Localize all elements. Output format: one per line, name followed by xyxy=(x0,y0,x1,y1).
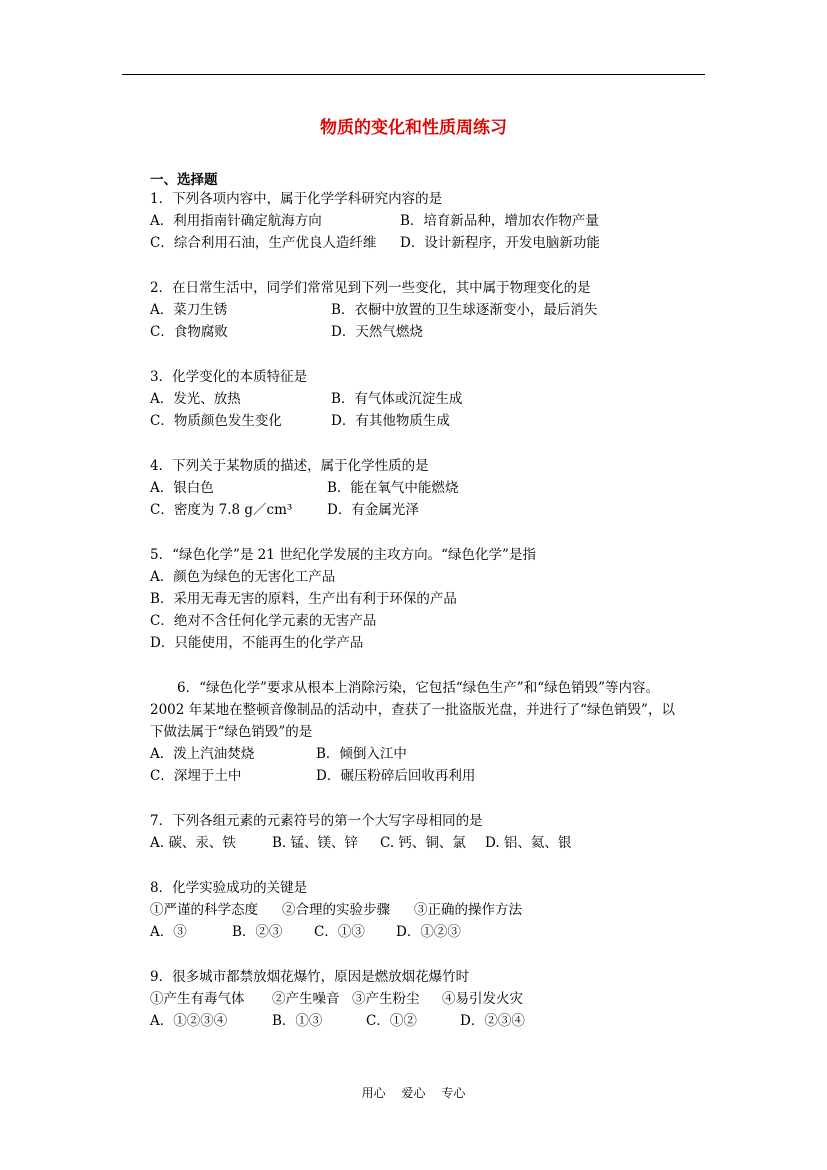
option-b: B．②③ xyxy=(232,924,283,940)
question-2 xyxy=(150,277,597,343)
header-rule xyxy=(122,74,705,75)
question-stem: 1．下列各项内容中，属于化学学科研究内容的是 xyxy=(150,191,443,207)
statement-row xyxy=(150,899,522,921)
question-8 xyxy=(150,877,522,943)
statement-3: ③产生粉尘 xyxy=(352,991,420,1007)
option-c: C．食物腐败 xyxy=(150,324,228,340)
footer-text-2: 爱心 xyxy=(401,1086,426,1100)
option-a: A．利用指南针确定航海方向 xyxy=(150,213,322,229)
footer-text-1: 用心 xyxy=(361,1086,386,1100)
option-d: D. 铝、氦、银 xyxy=(485,835,572,851)
option-b: B．衣橱中放置的卫生球逐渐变小，最后消失 xyxy=(331,302,598,318)
option-b: B．培育新品种，增加农作物产量 xyxy=(400,213,599,229)
option-a: A．泼上汽油焚烧 xyxy=(150,746,255,762)
question-stem: 4．下列关于某物质的描述，属于化学性质的是 xyxy=(150,458,429,474)
question-stem: 2．在日常生活中，同学们常常见到下列一些变化，其中属于物理变化的是 xyxy=(150,280,591,296)
option-a: A. 碳、汞、铁 xyxy=(150,835,236,851)
question-6 xyxy=(150,677,680,787)
option-row xyxy=(150,765,680,787)
option-row xyxy=(150,499,458,521)
option-a: A．③ xyxy=(150,924,187,940)
option-d: D．碾压粉碎后回收再利用 xyxy=(316,768,476,784)
option-d: D．天然气燃烧 xyxy=(331,324,423,340)
page-footer xyxy=(0,1084,827,1101)
option-a: A．银白色 xyxy=(150,480,214,496)
option-b: B．能在氧气中能燃烧 xyxy=(327,480,459,496)
statement-1: ①严谨的科学态度 xyxy=(150,902,258,918)
footer-text-3: 专心 xyxy=(441,1086,466,1100)
option-a: A．菜刀生锈 xyxy=(150,302,228,318)
option-c: C．深埋于土中 xyxy=(150,768,242,784)
option-row xyxy=(150,299,597,321)
option-row xyxy=(150,1010,525,1032)
option-row xyxy=(150,743,680,765)
option-d: D．只能使用，不能再生的化学产品 xyxy=(150,635,364,651)
statement-3: ③正确的操作方法 xyxy=(414,902,522,918)
option-c: C. 钙、铜、氯 xyxy=(380,835,466,851)
question-stem: 6．“绿色化学”要求从根本上消除污染，它包括“绿色生产”和“绿色销毁”等内容。2002 年某地在整顿音像制品的活动中，查获了一批盗版光盘，并进行了“绿色销毁”，以下做法属于“绿色销毁”的是 xyxy=(150,680,675,740)
option-c: C．综合利用石油，生产优良人造纤维 xyxy=(150,235,377,251)
option-row xyxy=(150,388,462,410)
question-stem: 5．“绿色化学”是 21 世纪化学发展的主攻方向。“绿色化学”是指 xyxy=(150,547,536,563)
statement-2: ②合理的实验步骤 xyxy=(282,902,390,918)
question-stem: 9．很多城市都禁放烟花爆竹，原因是燃放烟花爆竹时 xyxy=(150,969,470,985)
statement-4: ④易引发火灾 xyxy=(442,991,523,1007)
option-row xyxy=(150,832,571,854)
statement-2: ②产生噪音 xyxy=(272,991,340,1007)
option-a: A．发光、放热 xyxy=(150,391,241,407)
section-heading: 一、选择题 xyxy=(150,172,218,188)
option-c: C．①③ xyxy=(314,924,365,940)
option-row xyxy=(150,232,600,254)
option-d: D．设计新程序，开发电脑新功能 xyxy=(400,235,600,251)
statement-row xyxy=(150,988,525,1010)
question-3 xyxy=(150,366,462,432)
option-d: D．①②③ xyxy=(396,924,461,940)
option-row xyxy=(150,321,597,343)
option-a: A．颜色为绿色的无害化工产品 xyxy=(150,569,336,585)
question-1 xyxy=(150,188,600,254)
option-c: C．绝对不含任何化学元素的无害产品 xyxy=(150,613,377,629)
option-c: C．物质颜色发生变化 xyxy=(150,413,282,429)
option-b: B．①③ xyxy=(272,1013,323,1029)
page-title: 物质的变化和性质周练习 xyxy=(320,118,507,138)
question-stem: 3．化学变化的本质特征是 xyxy=(150,369,308,385)
option-b: B．采用无毒无害的原料，生产出有利于环保的产品 xyxy=(150,591,457,607)
statement-1: ①产生有毒气体 xyxy=(150,991,245,1007)
option-a: A．①②③④ xyxy=(150,1013,228,1029)
question-4 xyxy=(150,455,458,521)
option-row xyxy=(150,210,600,232)
option-d: D．有其他物质生成 xyxy=(331,413,450,429)
option-row xyxy=(150,410,462,432)
question-stem: 8．化学实验成功的关键是 xyxy=(150,880,308,896)
option-c: C．密度为 7.8 g／cm³ xyxy=(150,502,293,518)
option-b: B. 锰、镁、锌 xyxy=(272,835,359,851)
option-b: B．有气体或沉淀生成 xyxy=(331,391,463,407)
question-stem: 7．下列各组元素的元素符号的第一个大写字母相同的是 xyxy=(150,813,483,829)
option-c: C．①② xyxy=(366,1013,417,1029)
option-d: D．②③④ xyxy=(460,1013,525,1029)
option-row xyxy=(150,477,458,499)
option-b: B．倾倒入江中 xyxy=(316,746,407,762)
question-9 xyxy=(150,966,525,1032)
option-row xyxy=(150,921,522,943)
question-5 xyxy=(150,544,536,654)
option-d: D．有金属光泽 xyxy=(327,502,419,518)
question-7 xyxy=(150,810,571,854)
